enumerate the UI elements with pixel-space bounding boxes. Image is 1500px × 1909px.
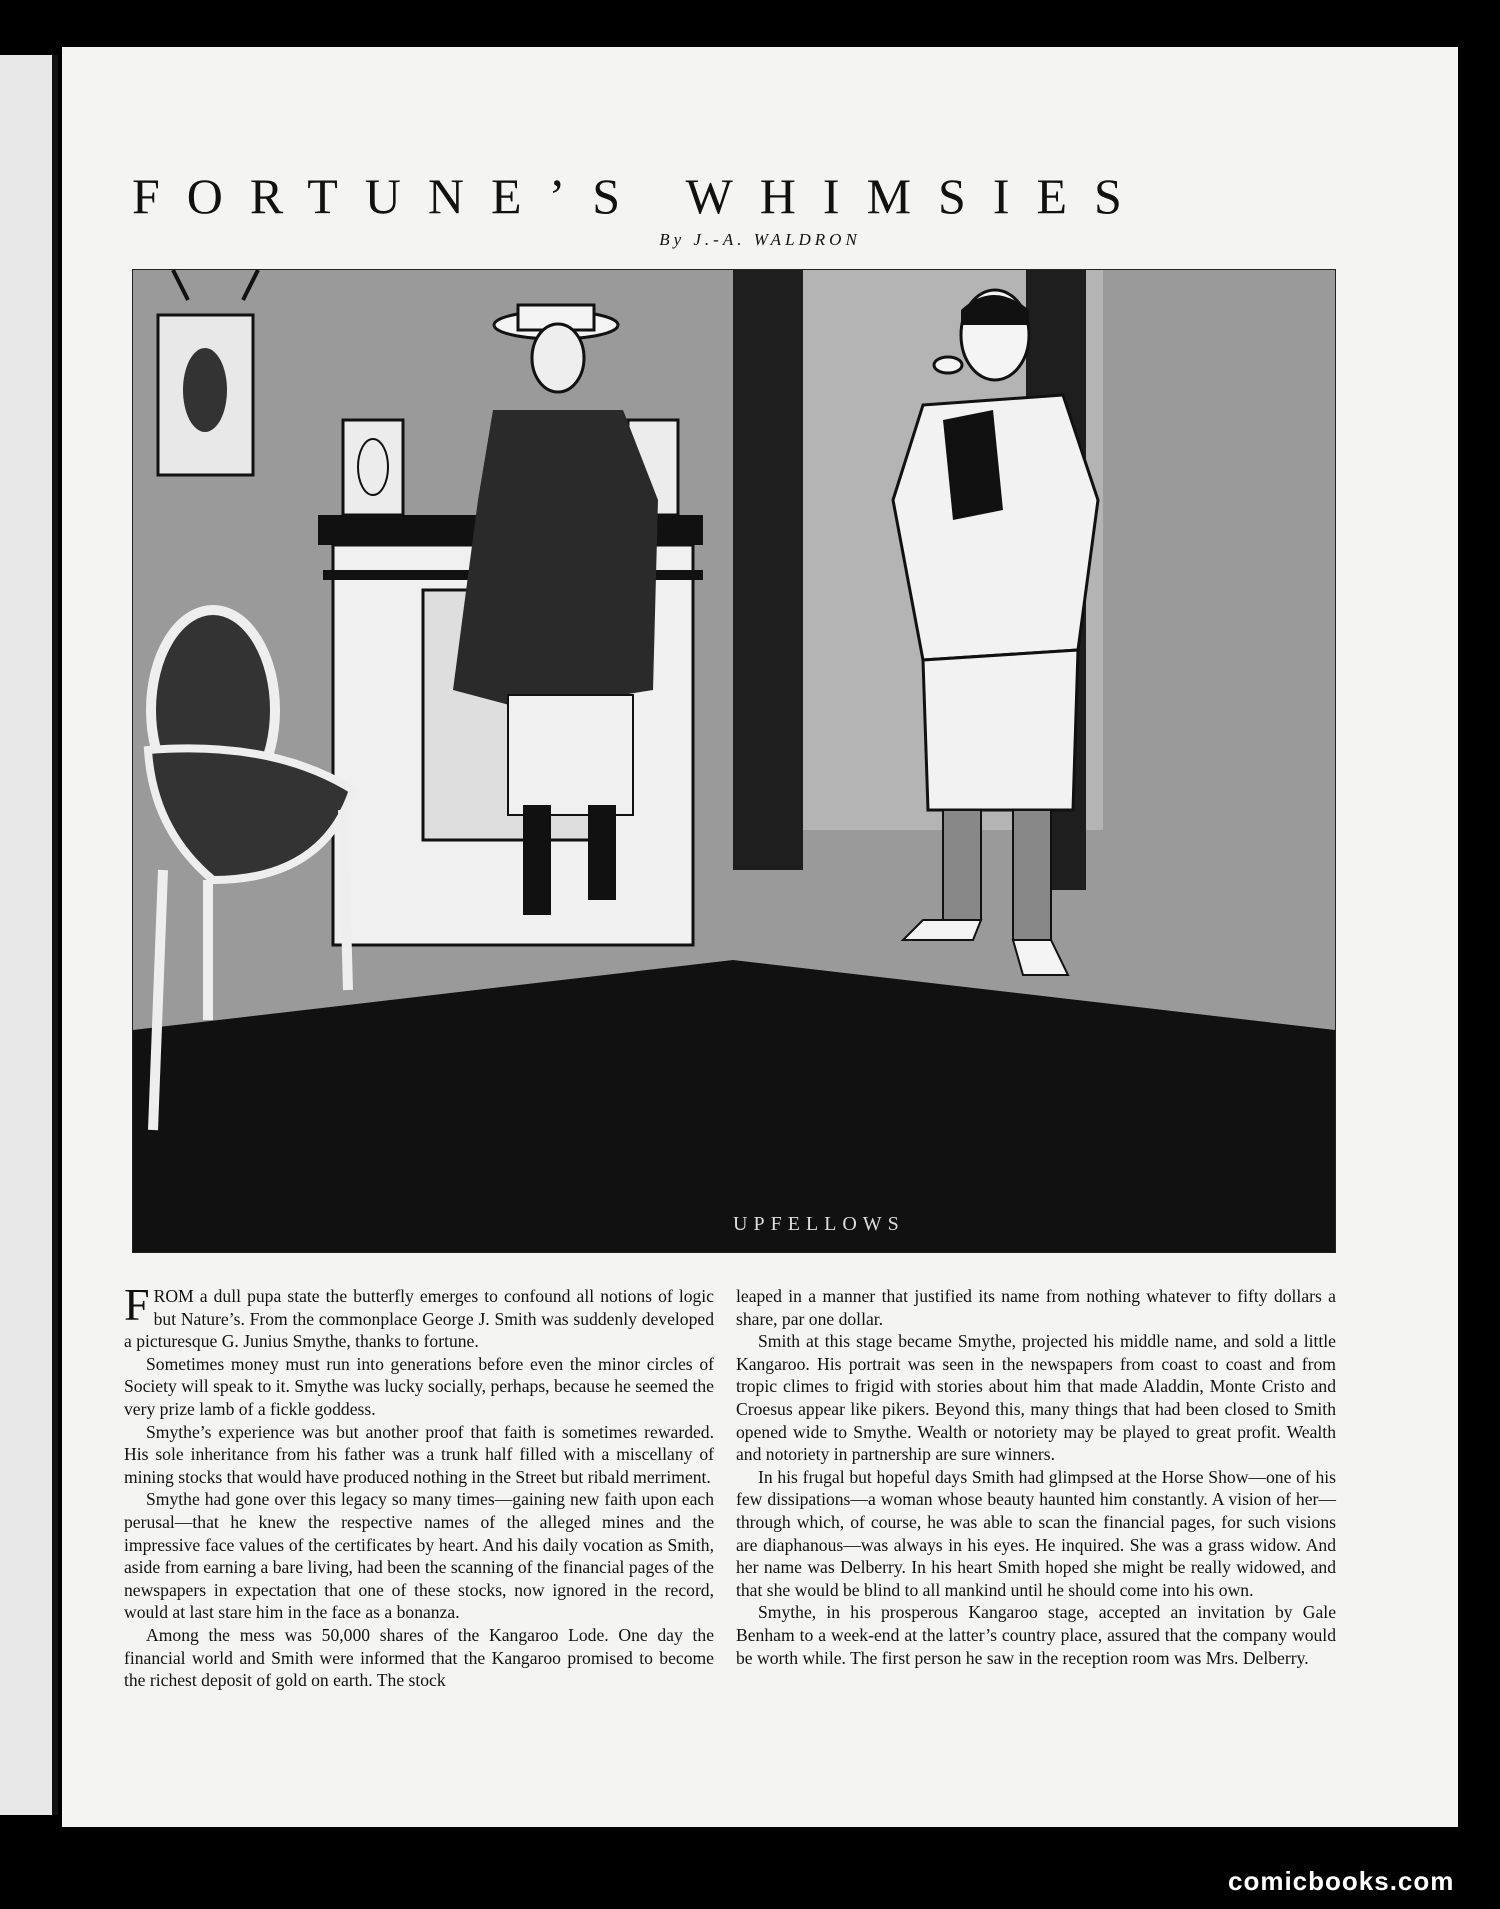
article-illustration — [132, 269, 1336, 1253]
paragraph: Among the mess was 50,000 shares of the Kangaroo Lode. One day the financial world and Smith were informed that the Kangaroo promised to become the richest deposit of gold on earth. The stock — [124, 1624, 714, 1691]
paragraph: Smythe’s experience was but another proof that faith is sometimes rewarded. His sole inheritance from his father was a trunk half filled with a miscellany of mining stocks that would have produced nothing in the Street but ribald merriment. — [124, 1421, 714, 1487]
pipe-icon — [934, 357, 962, 373]
paragraph: In his frugal but hopeful days Smith had glimpsed at the Horse Show—one of his few dissipations—a woman whose beauty haunted him constantly. A vision of her—through which, of course, he was able to scan the financial pages, for such visions are diaphanous—was always in his eyes. He inquired. She was a grass widow. And her name was Delberry. In his heart Smith hoped she might be really widowed, and that she would be blind to all mankind until he should come into his own. — [736, 1466, 1336, 1600]
paragraph: FROM a dull pupa state the butterfly emerges to confound all notions of logic but Nature’s. From the commonplace George J. Smith was suddenly developed a picturesque G. Junius Smythe, thanks to fortune. — [124, 1279, 714, 1352]
paragraph: Smythe, in his prosperous Kangaroo stage, accepted an invitation by Gale Benham to a week-end at the latter’s country place, assured that the company would be worth while. The first person he saw in the reception room was Mrs. Delberry. — [736, 1602, 1336, 1668]
body-column-left — [124, 1279, 714, 1692]
drop-cap: F — [124, 1279, 150, 1330]
body-column-right — [736, 1285, 1336, 1669]
paragraph: Smythe had gone over this legacy so many times—gaining new faith upon each perusal—that he knew the respective names of the alleged mines and the impressive face values of the certificates by heart. And his daily vocation as Smith, aside from earning a bare living, had been the scanning of the financial pages of the newspapers in expectation that one of these stocks, now ignored in the record, would at last stare him in the face as a bonanza. — [124, 1489, 714, 1623]
left-curtain — [733, 270, 803, 870]
magazine-page — [62, 47, 1458, 1827]
article-title: FORTUNE’S WHIMSIES — [132, 168, 1149, 224]
article-byline: By J.-A. WALDRON — [659, 230, 861, 249]
paragraph: Sometimes money must run into generations before even the minor circles of Society will speak to it. Smythe was lucky socially, perhaps, because he seemed the very prize lamb of a fickle goddess. — [124, 1353, 714, 1419]
arm-sling — [943, 410, 1003, 520]
paragraph: Smith at this stage became Smythe, projected his middle name, and sold a little Kangaroo. His portrait was seen in the newspapers from coast to coast and from tropic climes to frigid with stories about him that made Aladdin, Monte Cristo and Croesus appear like pikers. Beyond this, many things that had been closed to Smith opened wide to Smythe. Wealth or notoriety may be played to great profit. Wealth and notoriety in partnership are sure winners. — [736, 1331, 1336, 1465]
picture-oval — [183, 348, 227, 432]
artist-signature: UPFELLOWS — [733, 1213, 905, 1235]
site-watermark: comicbooks.com — [1228, 1866, 1455, 1896]
oval-photo-frame — [343, 420, 403, 515]
paragraph: leaped in a manner that justified its name from nothing whatever to fifty dollars a share, par one dollar. — [736, 1286, 1336, 1329]
adjacent-page-edge — [0, 55, 58, 1815]
